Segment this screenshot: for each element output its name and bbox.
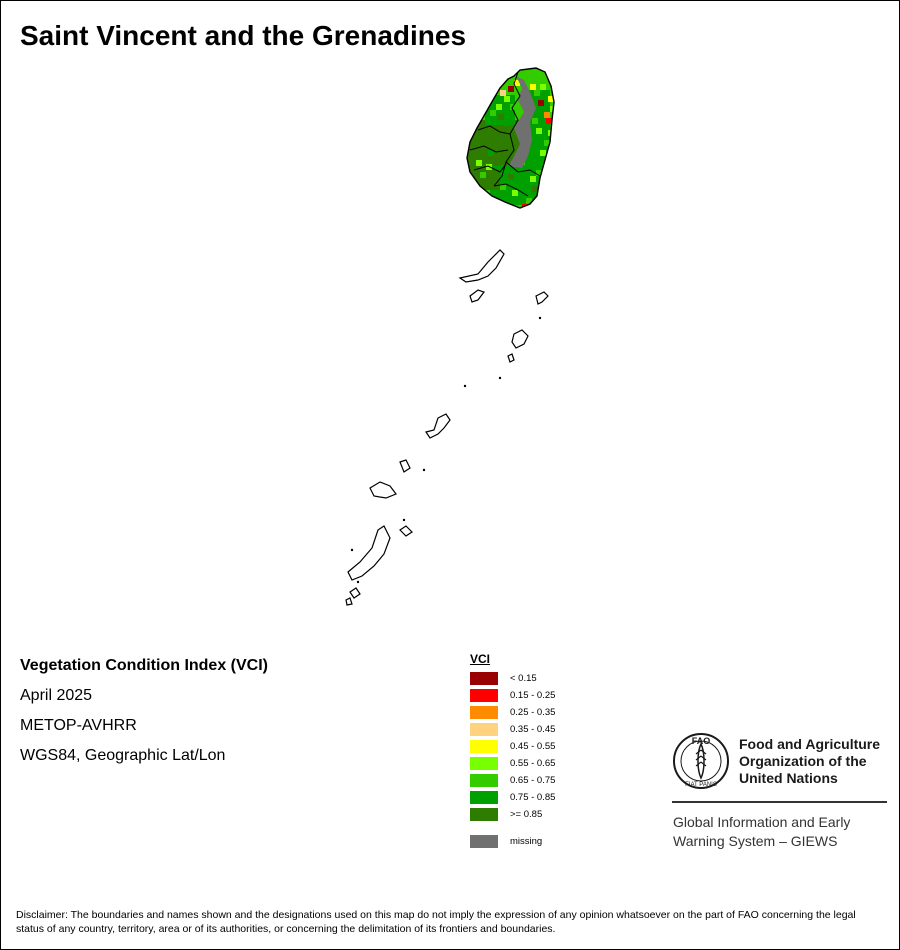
legend-swatch bbox=[470, 774, 498, 787]
raster-cell bbox=[544, 112, 550, 118]
raster-cell bbox=[530, 84, 536, 90]
legend-swatch bbox=[470, 706, 498, 719]
fao-seal-motto: FIAT PANIS bbox=[685, 782, 717, 788]
raster-cell bbox=[508, 174, 514, 180]
raster-cell bbox=[532, 186, 538, 192]
legend-swatch-missing bbox=[470, 835, 498, 848]
legend-label: 0.25 - 0.35 bbox=[510, 707, 556, 718]
legend-swatch bbox=[470, 689, 498, 702]
giews-line2: Warning System – GIEWS bbox=[673, 833, 838, 849]
raster-cell bbox=[544, 168, 550, 174]
raster-cell bbox=[540, 84, 546, 90]
raster-cell bbox=[480, 172, 486, 178]
island-mayreau bbox=[370, 482, 396, 498]
legend-swatch bbox=[470, 757, 498, 770]
legend-swatch bbox=[470, 808, 498, 821]
legend-title: VCI bbox=[470, 652, 491, 666]
islet bbox=[423, 469, 425, 471]
islet bbox=[464, 385, 466, 387]
raster-cell bbox=[520, 196, 526, 202]
raster-cell bbox=[494, 160, 500, 166]
raster-cell bbox=[540, 150, 546, 156]
legend-row bbox=[470, 672, 537, 685]
legend-row bbox=[470, 774, 555, 787]
legend-label: 0.35 - 0.45 bbox=[510, 724, 556, 735]
raster-cell bbox=[536, 128, 542, 134]
islet bbox=[499, 377, 501, 379]
islet bbox=[403, 519, 405, 521]
island-bequia bbox=[460, 250, 504, 282]
sensor: METOP-AVHRR bbox=[20, 717, 137, 734]
legend-swatch bbox=[470, 740, 498, 753]
legend-row bbox=[470, 723, 555, 736]
legend-swatch bbox=[470, 672, 498, 685]
raster-cell bbox=[532, 118, 538, 124]
raster-cell bbox=[504, 96, 510, 102]
map-title: Saint Vincent and the Grenadines bbox=[20, 20, 467, 51]
raster-cell bbox=[482, 140, 488, 146]
raster-cell bbox=[538, 100, 544, 106]
period: April 2025 bbox=[20, 687, 93, 704]
legend-label: 0.55 - 0.65 bbox=[510, 758, 556, 769]
island-tobago-cays bbox=[400, 526, 412, 536]
fao-name-line3: United Nations bbox=[739, 770, 838, 786]
grenadines-islands bbox=[346, 250, 548, 605]
raster-cell bbox=[496, 104, 502, 110]
fao-name-line2: Organization of the bbox=[739, 753, 867, 769]
raster-cell bbox=[530, 176, 536, 182]
island-union bbox=[348, 526, 390, 580]
index-name: Vegetation Condition Index (VCI) bbox=[20, 657, 268, 674]
legend-label: 0.45 - 0.55 bbox=[510, 741, 556, 752]
legend-row bbox=[470, 689, 555, 702]
legend-swatch bbox=[470, 791, 498, 804]
legend-label: 0.75 - 0.85 bbox=[510, 792, 556, 803]
island-canouan bbox=[426, 414, 450, 438]
legend-label: 0.65 - 0.75 bbox=[510, 775, 556, 786]
legend-label: < 0.15 bbox=[510, 673, 537, 684]
legend-row bbox=[470, 706, 555, 719]
raster-cell bbox=[498, 114, 504, 120]
island-savan bbox=[400, 460, 410, 472]
logo-divider bbox=[672, 801, 887, 803]
raster-cell bbox=[490, 110, 496, 116]
islet bbox=[357, 581, 359, 583]
island-battowia bbox=[536, 292, 548, 304]
vci-raster-saint-vincent bbox=[462, 64, 558, 214]
legend-label: 0.15 - 0.25 bbox=[510, 690, 556, 701]
raster-cell bbox=[500, 90, 506, 96]
raster-cell bbox=[516, 182, 522, 188]
island-petit-st-vincent bbox=[346, 598, 352, 605]
raster-cell bbox=[476, 160, 482, 166]
fao-seal-letters: FAO bbox=[691, 736, 711, 746]
islet bbox=[351, 549, 353, 551]
projection: WGS84, Geographic Lat/Lon bbox=[20, 747, 226, 764]
island-petit-mustique bbox=[508, 354, 514, 362]
islet bbox=[539, 317, 541, 319]
legend-row bbox=[470, 791, 555, 804]
raster-cell bbox=[512, 190, 518, 196]
legend-swatch bbox=[470, 723, 498, 736]
raster-cell bbox=[508, 86, 514, 92]
raster-cell bbox=[534, 90, 540, 96]
raster-cell bbox=[504, 120, 510, 126]
fao-name bbox=[739, 736, 880, 787]
fao-logo-icon bbox=[672, 732, 730, 790]
legend-row bbox=[470, 740, 555, 753]
legend-label: >= 0.85 bbox=[510, 809, 543, 820]
fao-name-line1: Food and Agriculture bbox=[739, 736, 881, 752]
disclaimer: Disclaimer: The boundaries and names shown and the designations used on this map do not imply the expression of any opinion whatsoever on the part of FAO concerning the legal status of any country, territory, area or of its authorities, or concerning the delimitation of its frontiers and boundaries. bbox=[16, 909, 856, 935]
giews-line1: Global Information and Early bbox=[673, 814, 851, 830]
legend-row bbox=[470, 808, 542, 821]
giews-name bbox=[673, 813, 850, 851]
island-bequia-south bbox=[470, 290, 484, 302]
island-palm bbox=[350, 588, 360, 598]
legend-row-missing bbox=[470, 835, 542, 848]
legend-label-missing: missing bbox=[510, 836, 543, 847]
legend-row bbox=[470, 757, 555, 770]
island-mustique bbox=[512, 330, 528, 348]
